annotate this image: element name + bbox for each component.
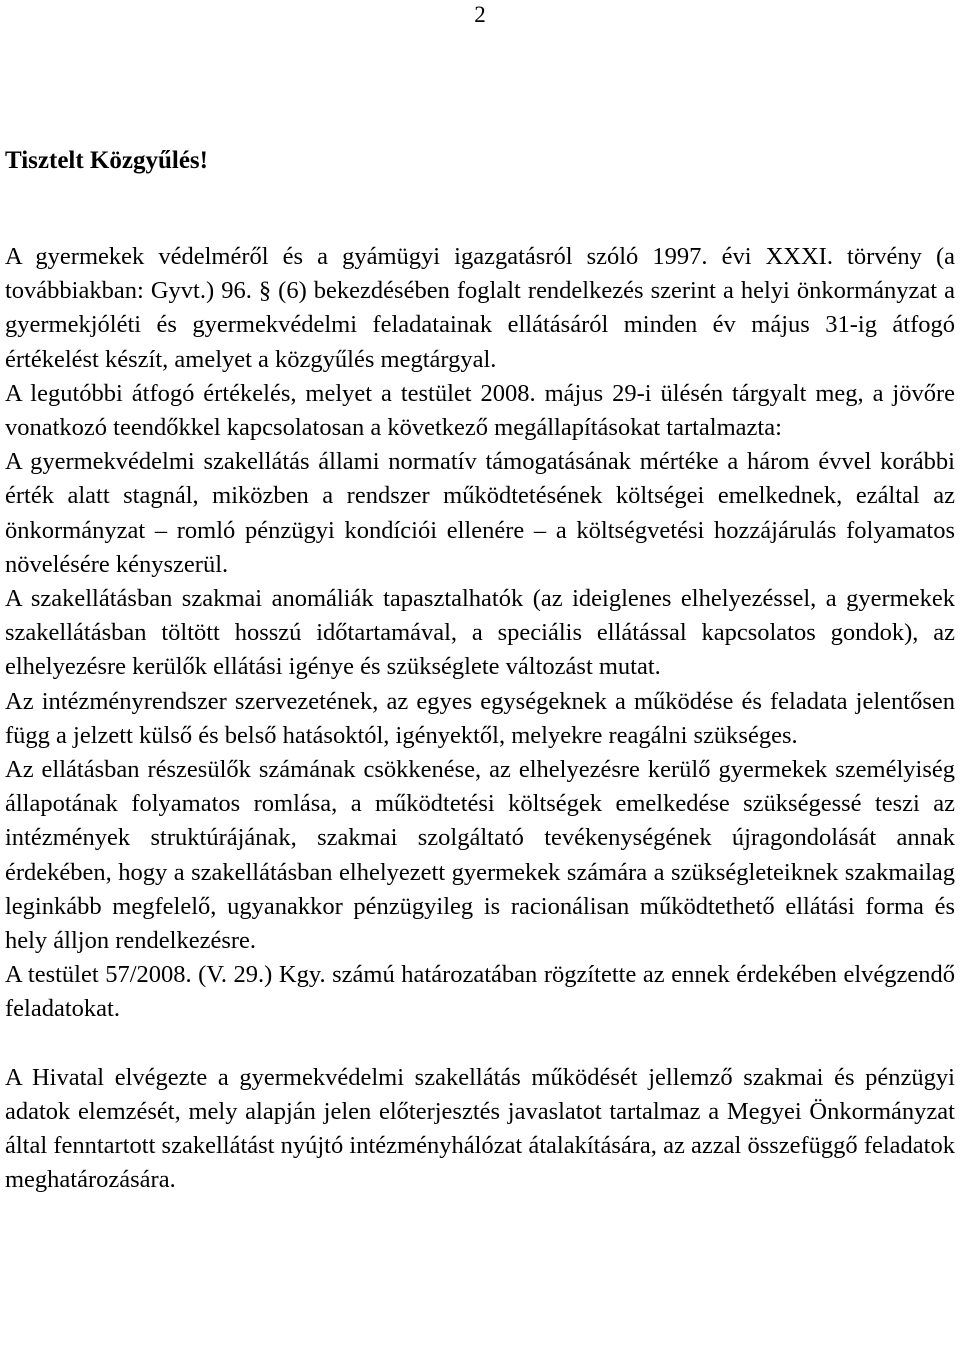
paragraph-gap [5, 1027, 955, 1061]
paragraph-restructuring-need: Az ellátásban részesülők számának csökkenése, az elhelyezésre kerülő gyermekek személyiség állapotának folyamatos romlása, a működtetési költségek emelkedése szükségessé teszi az intézmények struktúrájának, szakmai szolgáltató tevékenységének újragondolását annak érdekében, hogy a szakellátásban elhelyezett gyermekek számára a szükségleteiknek szakmailag leginkább megfelelő, ugyanakkor pénzügyileg is racionálisan működtethető ellátási forma és hely álljon rendelkezésre. [5, 756, 955, 955]
salutation-heading: Tisztelt Közgyűlés! [5, 147, 208, 174]
paragraph-previous-evaluation: A legutóbbi átfogó értékelés, melyet a testület 2008. május 29-i ülésén tárgyalt meg, a jövőre vonatkozó teendőkkel kapcsolatosan a következő megállapításokat tartalmazta: [5, 379, 955, 442]
paragraph-legal-basis: A gyermekek védelméről és a gyámügyi igazgatásról szóló 1997. évi XXXI. törvény (a továbbiakban: Gyvt.) 96. § (6) bekezdésében foglalt rendelkezés szerint a helyi önkormányzat a gyermekjóléti és gyermekvédelmi feladatainak ellátásáról minden év május 31-ig átfogó értékelést készít, amelyet a közgyűlés megtárgyal. [5, 243, 955, 373]
document-body [5, 240, 955, 1197]
paragraph-institution-system: Az intézményrendszer szervezetének, az egyes egységeknek a működése és feladata jelentősen függ a jelzett külső és belső hatásoktól, igényektől, melyekre reagálni szükséges. [5, 687, 955, 749]
paragraph-state-support: A gyermekvédelmi szakellátás állami normatív támogatásának mértéke a három évvel korábbi érték alatt stagnál, miközben a rendszer működtetésének költségei emelkednek, ezáltal az önkormányzat – romló pénzügyi kondíciói ellenére – a költségvetési hozzájárulás folyamatos növelésére kényszerül. [5, 448, 955, 578]
paragraph-office-analysis: A Hivatal elvégezte a gyermekvédelmi szakellátás működését jellemző szakmai és pénzügyi adatok elemzését, mely alapján jelen előterjesztés javaslatot tartalmaz a Megyei Önkormányzat által fenntartott szakellátást nyújtó intézményhálózat átalakítására, az azzal összefüggő feladatok meghatározására. [5, 1063, 955, 1194]
paragraph-resolution: A testület 57/2008. (V. 29.) Kgy. számú határozatában rögzítette az ennek érdekében elvégzendő feladatokat. [5, 961, 955, 1023]
page-number: 2 [474, 2, 486, 27]
paragraph-anomalies: A szakellátásban szakmai anomáliák tapasztalhatók (az ideiglenes elhelyezéssel, a gyermekek szakellátásban töltött hosszú időtartamával, a speciális ellátással kapcsolatos gondok), az elhelyezésre kerülők ellátási igénye és szükséglete változást mutat. [5, 585, 955, 681]
